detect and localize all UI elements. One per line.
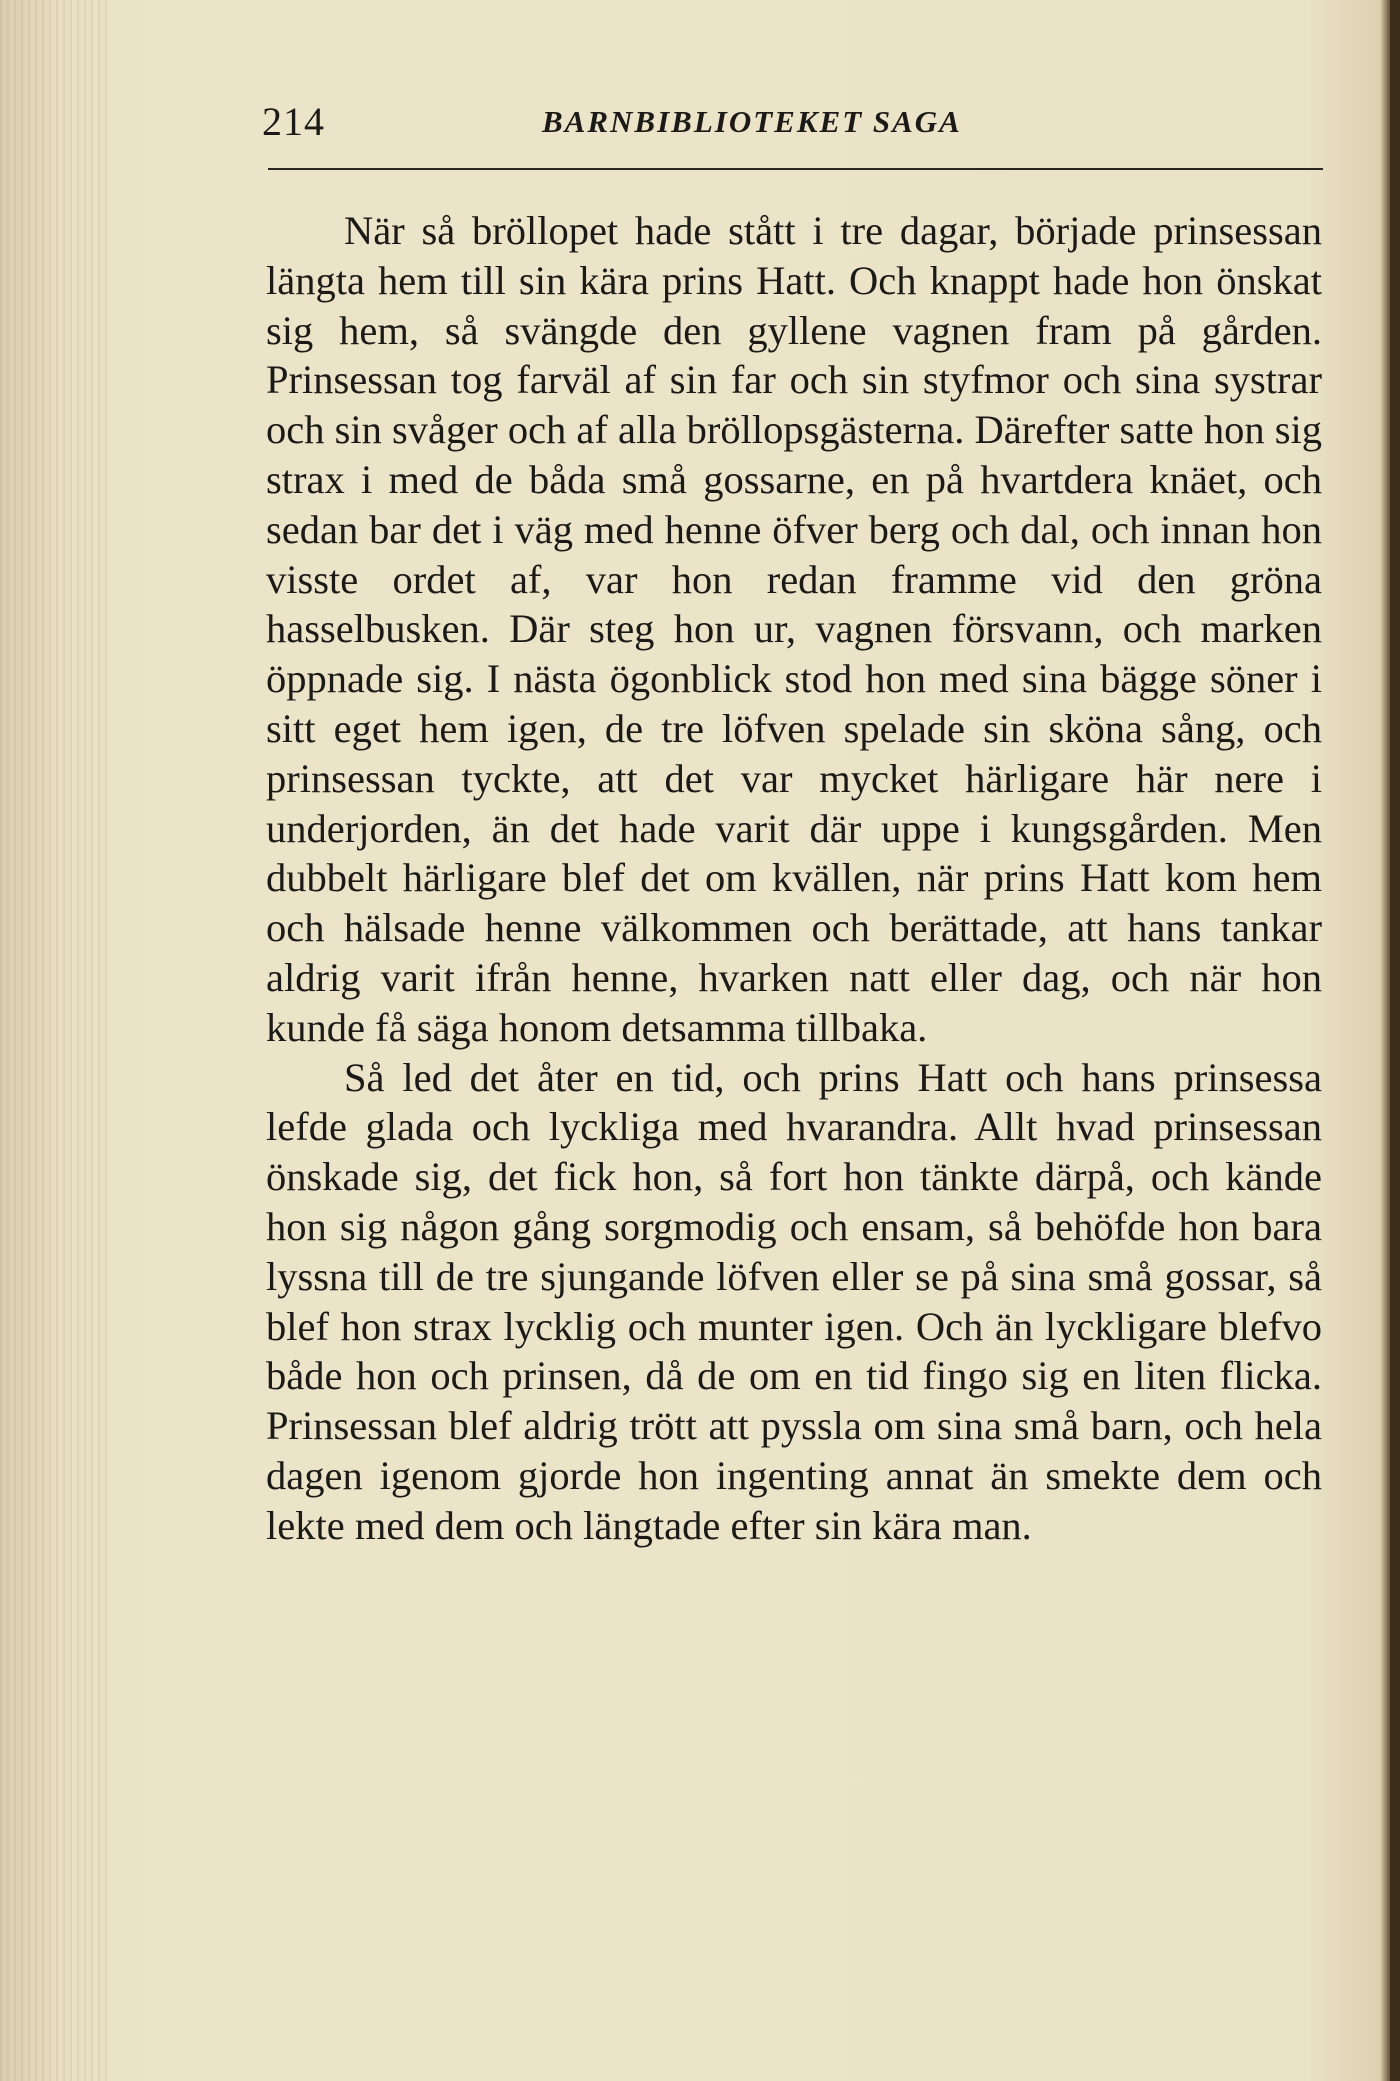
running-title: BARNBIBLIOTEKET SAGA bbox=[542, 104, 962, 139]
page-header bbox=[262, 98, 1322, 158]
page-stack-edge bbox=[0, 0, 110, 2081]
paragraph-2: Så led det åter en tid, och prins Hatt och hans prinsessa lefde glada och lyckliga med hvarandra. Allt hvad prinsessan önskade sig, det fick hon, så fort hon tänkte därpå, och kände hon sig någon gång sorgmodig och ensam, så behöfde hon bara lyssna till de tre sjungande löfven eller se på sina små gossar, så blef hon strax lycklig och munter igen. Och än lyckligare blefvo både hon och prinsen, då de om en tid fingo sig en liten flicka. Prinsessan blef aldrig trött att pyssla om sina små barn, och hela dagen igenom gjorde hon ingenting annat än smekte dem och lekte med dem och längtade efter sin kära man. bbox=[266, 1054, 1322, 1548]
page-number: 214 bbox=[262, 99, 325, 144]
binding-edge bbox=[1390, 0, 1400, 2081]
body-text bbox=[266, 206, 1322, 1551]
header-rule bbox=[268, 168, 1323, 170]
paragraph-1: När så bröllopet hade stått i tre dagar, började prinsessan längta hem till sin kära prins Hatt. Och knappt hade hon önskat sig hem, så svängde den gyllene vagnen fram på gården. Prinsessan tog farväl af sin far och sin styfmor och sina systrar och sin svåger och af alla bröllopsgästerna. Därefter satte hon sig strax i med de båda små gossarne, en på hvartdera knäet, och sedan bar det i väg med henne öfver berg och dal, och innan hon visste ordet af, var hon redan framme vid den gröna hasselbusken. Där steg hon ur, vagnen försvann, och marken öppnade sig. I nästa ögonblick stod hon med sina bägge söner i sitt eget hem igen, de tre löfven spelade sin sköna sång, och prinsessan tyckte, att det var mycket härligare här nere i underjorden, än det hade varit där uppe i kungsgården. Men dubbelt härligare blef det om kvällen, när prins Hatt kom hem och hälsade henne välkommen och berättade, att hans tankar aldrig varit ifrån henne, hvarken natt eller dag, och när hon kunde få säga honom detsamma tillbaka. bbox=[266, 208, 1323, 1050]
